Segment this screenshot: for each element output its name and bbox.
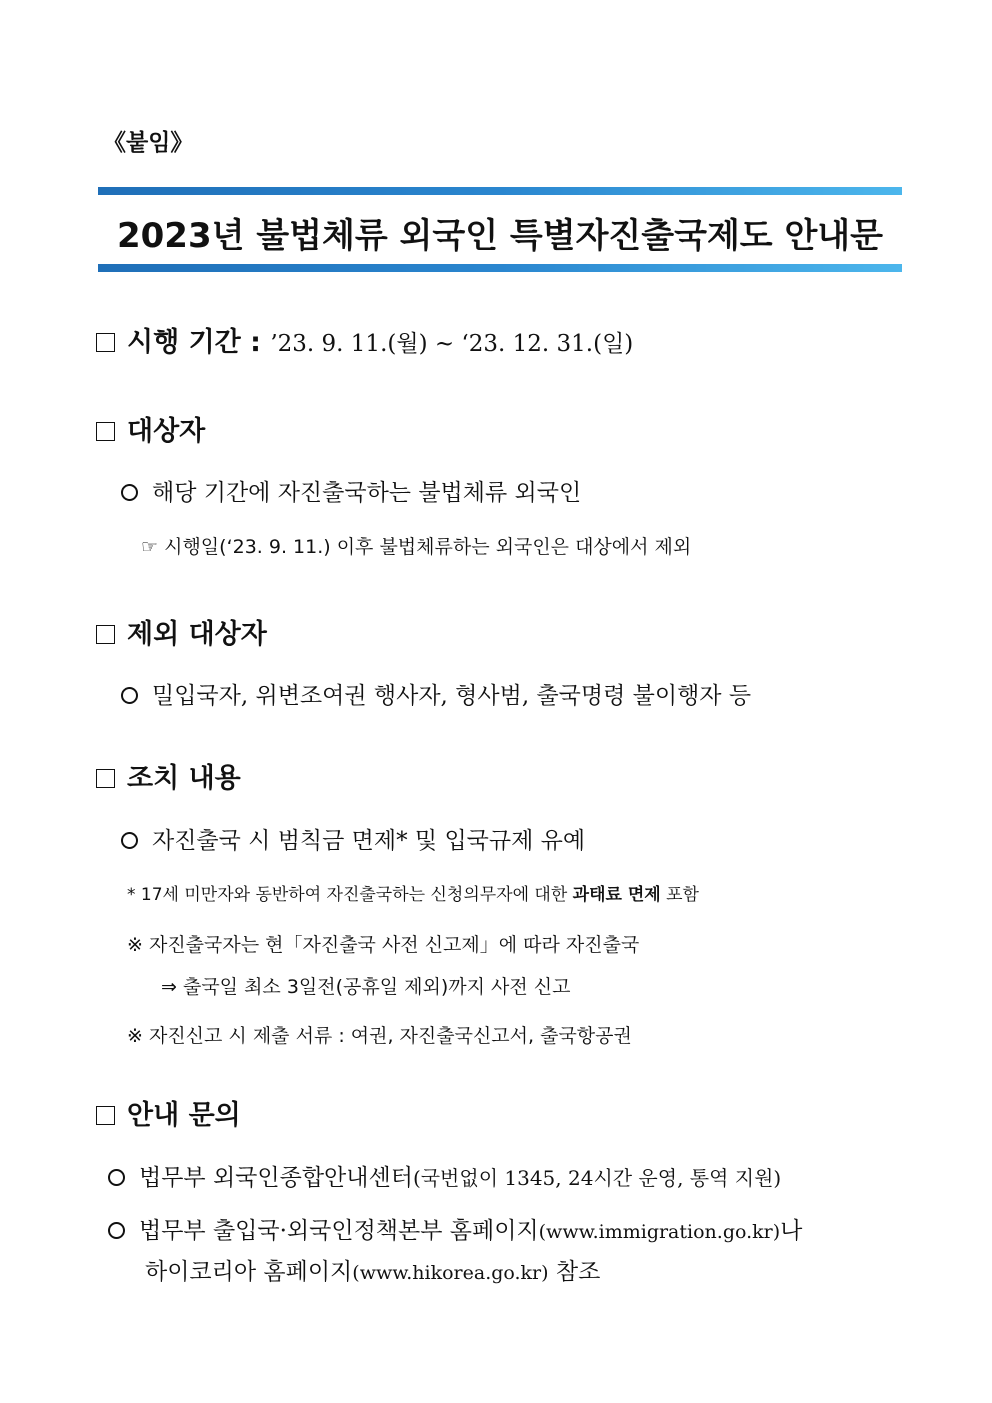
circle-bullet-icon bbox=[121, 687, 138, 704]
measures-note1 bbox=[127, 930, 639, 957]
excluded-bullet-text: 밀입국자, 위변조여권 행사자, 형사범, 출국명령 불이행자 등 bbox=[152, 683, 752, 709]
inquiry-bullet2-line2-tail: 참조 bbox=[548, 1259, 601, 1285]
section-period-heading: 시행 기간 : bbox=[127, 327, 261, 358]
reference-mark-icon: ※ bbox=[127, 934, 143, 956]
title-bar-top bbox=[98, 187, 902, 195]
inquiry-bullet-2 bbox=[108, 1212, 802, 1245]
inquiry-bullet-2-line2 bbox=[145, 1253, 600, 1286]
footnote-prefix: * 17세 미만자와 동반하여 자진출국하는 신청의무자에 대한 bbox=[127, 885, 568, 905]
period-value: ’23. 9. 11.(월) ~ ‘23. 12. 31.(일) bbox=[270, 331, 634, 357]
title-bar-bottom bbox=[98, 264, 902, 272]
hikorea-url-link[interactable]: (www.hikorea.go.kr) bbox=[352, 1262, 549, 1284]
square-bullet-icon bbox=[96, 333, 115, 352]
pointing-hand-icon: ☞ bbox=[141, 536, 159, 558]
measures-note2-text: 자진신고 시 제출 서류 : 여권, 자진출국신고서, 출국항공권 bbox=[148, 1025, 632, 1047]
document-title: 2023년 불법체류 외국인 특별자진출국제도 안내문 bbox=[116, 216, 883, 256]
section-inquiry-heading: 안내 문의 bbox=[127, 1100, 241, 1131]
immigration-url-link[interactable]: (www.immigration.go.kr) bbox=[538, 1221, 781, 1243]
measures-bullet bbox=[121, 822, 585, 855]
excluded-bullet bbox=[121, 677, 751, 710]
inquiry-bullet-1 bbox=[108, 1159, 781, 1192]
reference-mark-icon: ※ bbox=[127, 1025, 143, 1047]
section-measures-heading: 조치 내용 bbox=[127, 763, 241, 794]
target-bullet-text: 해당 기간에 자진출국하는 불법체류 외국인 bbox=[152, 480, 582, 506]
section-excluded bbox=[96, 612, 267, 651]
target-note bbox=[141, 532, 691, 559]
section-target-heading: 대상자 bbox=[127, 416, 206, 447]
section-inquiry bbox=[96, 1093, 241, 1132]
section-measures bbox=[96, 756, 241, 795]
implies-arrow-icon: ⇒ bbox=[161, 976, 177, 998]
section-target bbox=[96, 409, 205, 448]
footnote-suffix: 포함 bbox=[666, 885, 699, 905]
measures-footnote bbox=[127, 880, 699, 905]
inquiry-bullet1-main: 법무부 외국인종합안내센터 bbox=[139, 1165, 413, 1191]
square-bullet-icon bbox=[96, 769, 115, 788]
square-bullet-icon bbox=[96, 1106, 115, 1125]
circle-bullet-icon bbox=[108, 1222, 125, 1239]
measures-note1-cont-text: 출국일 최소 3일전(공휴일 제외)까지 사전 신고 bbox=[182, 976, 571, 998]
target-bullet bbox=[121, 474, 581, 507]
inquiry-bullet2-main: 법무부 출입국·외국인정책본부 홈페이지 bbox=[139, 1218, 539, 1244]
inquiry-bullet1-paren: (국번없이 1345, 24시간 운영, 통역 지원) bbox=[412, 1166, 782, 1190]
measures-note1-cont bbox=[161, 972, 570, 999]
square-bullet-icon bbox=[96, 422, 115, 441]
circle-bullet-icon bbox=[121, 832, 138, 849]
attachment-label: 《붙임》 bbox=[103, 130, 194, 156]
measures-note1-text: 자진출국자는 현「자진출국 사전 신고제」에 따라 자진출국 bbox=[148, 934, 640, 956]
inquiry-bullet2-line2-main: 하이코리아 홈페이지 bbox=[145, 1259, 353, 1285]
measures-bullet-text: 자진출국 시 범칙금 면제* 및 입국규제 유예 bbox=[152, 828, 586, 854]
target-note-text: 시행일(‘23. 9. 11.) 이후 불법체류하는 외국인은 대상에서 제외 bbox=[164, 536, 692, 558]
circle-bullet-icon bbox=[121, 484, 138, 501]
section-period bbox=[96, 320, 633, 359]
footnote-bold: 과태료 면제 bbox=[572, 885, 661, 905]
measures-note2 bbox=[127, 1021, 632, 1048]
inquiry-bullet2-tail: 나 bbox=[780, 1218, 803, 1244]
square-bullet-icon bbox=[96, 625, 115, 644]
circle-bullet-icon bbox=[108, 1169, 125, 1186]
section-excluded-heading: 제외 대상자 bbox=[127, 619, 267, 650]
